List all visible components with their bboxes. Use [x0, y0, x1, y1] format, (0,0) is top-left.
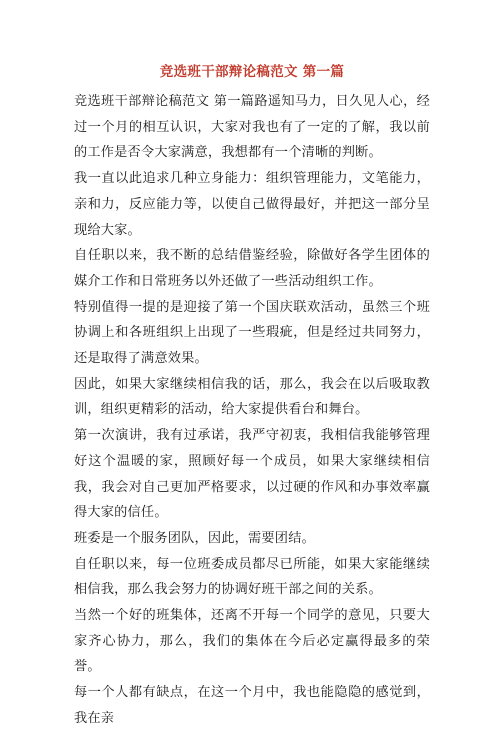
paragraph: 每一个人都有缺点，在这一个月中，我也能隐隐的感觉到，我在亲	[74, 685, 430, 726]
document-title: 竞选班干部辩论稿范文 第一篇	[159, 64, 345, 80]
paragraph: 班委是一个服务团队，因此，需要团结。	[74, 530, 315, 546]
paragraph: 自任职以来，我不断的总结借鉴经验，除做好各学生团体的媒介工作和日常班务以外还做了一些活动组织工作。	[74, 248, 430, 289]
paragraph: 特别值得一提的是迎接了第一个国庆联欢活动，虽然三个班协调上和各班组织上出现了一些瑕疵，但是经过共同努力，还是取得了满意效果。	[74, 299, 430, 367]
paragraph: 自任职以来，每一位班委成员都尽已所能，如果大家能继续相信我，那么我会努力的协调好班干部之间的关系。	[74, 556, 430, 598]
paragraph: 因此，如果大家继续相信我的话，那么，我会在以后吸取教训，组织更精彩的活动，给大家提供看台和舞台。	[74, 376, 430, 418]
paragraph: 第一次演讲，我有过承诺，我严守初衷，我相信我能够管理好这个温暖的家，照顾好每一个成员，如果大家继续相信我，我会对自己更加严格要求，以过硬的作风和办事效率赢得大家的信任。	[74, 428, 430, 521]
paragraph: 我一直以此追求几种立身能力：组织管理能力，文笔能力，亲和力，反应能力等，以使自己做得最好，并把这一部分呈现给大家。	[74, 171, 430, 238]
paragraph: 竞选班干部辩论稿范文 第一篇路遥知马力，日久见人心，经过一个月的相互认识，大家对我也有了一定的了解，我以前的工作是否令大家满意，我想都有一个清晰的判断。	[74, 94, 430, 161]
paragraph: 当然一个好的班集体，还离不开每一个同学的意见，只要大家齐心协力，那么，我们的集体在今后必定赢得最多的荣誉。	[74, 608, 430, 675]
